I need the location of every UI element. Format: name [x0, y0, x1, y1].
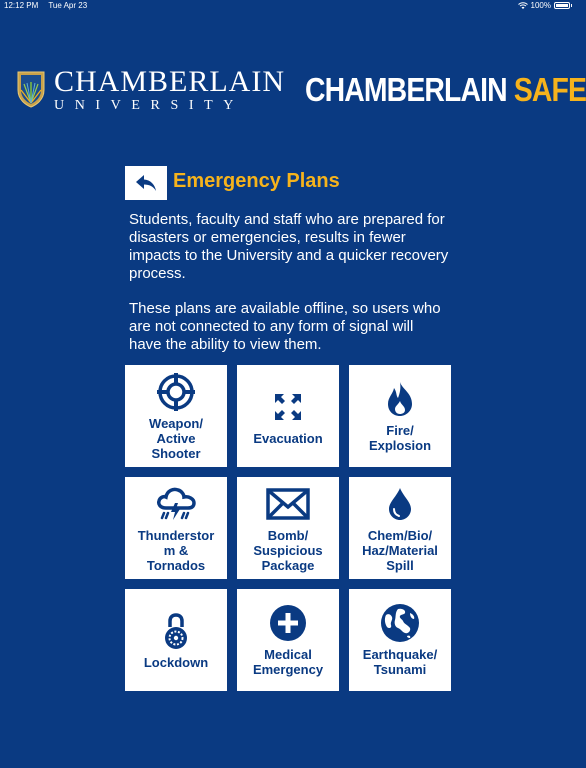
tile-label: Chem/Bio/ Haz/Material Spill: [362, 527, 438, 573]
medical-cross-icon: [269, 603, 307, 643]
tile-label: Lockdown: [143, 654, 209, 670]
fire-icon: [384, 379, 416, 419]
tile-label: Bomb/ Suspicious Package: [253, 527, 323, 573]
droplet-icon: [387, 484, 413, 524]
crosshair-icon: [156, 372, 196, 412]
tile-fire-explosion[interactable]: [349, 365, 451, 467]
status-left: [4, 1, 95, 10]
tile-label: Medical Emergency: [252, 647, 324, 677]
intro-paragraph-2: These plans are available offline, so users who are not connected to any form of signal will have the ability to view them.: [129, 300, 441, 353]
envelope-icon: [266, 484, 310, 524]
intro-text: [129, 211, 449, 371]
tile-bomb-suspicious-package[interactable]: [237, 477, 339, 579]
battery-fill: [556, 4, 568, 7]
back-arrow-icon: [135, 174, 157, 192]
tile-chem-bio-haz-material-spill[interactable]: [349, 477, 451, 579]
storm-cloud-icon: [156, 484, 196, 524]
expand-arrows-icon: [273, 387, 303, 427]
status-date: Tue Apr 23: [48, 1, 88, 10]
tile-label: Earthquake/ Tsunami: [362, 647, 438, 677]
status-time: 12:12 PM: [4, 1, 39, 10]
tile-medical-emergency[interactable]: [237, 589, 339, 691]
status-bar: [0, 0, 576, 12]
globe-icon: [380, 603, 420, 643]
page-head: [125, 166, 455, 200]
university-wordmark: [54, 67, 285, 113]
padlock-icon: [163, 611, 189, 651]
battery-percent: 100%: [530, 1, 551, 10]
tile-evacuation[interactable]: [237, 365, 339, 467]
page-title: Emergency Plans: [173, 170, 340, 192]
tile-label: Fire/ Explosion: [368, 423, 432, 453]
app-title: [305, 70, 586, 110]
tile-label: Evacuation: [253, 430, 323, 446]
university-name-line1: CHAMBERLAIN: [54, 65, 286, 98]
tile-thunderstorms-tornados[interactable]: [125, 477, 227, 579]
tile-label: Weapon/ Active Shooter: [149, 415, 203, 461]
header: [0, 62, 586, 118]
app-title-part2: SAFE: [513, 71, 586, 108]
university-name-line2: UNIVERSITY: [54, 98, 244, 113]
emergency-plans-grid: [125, 365, 453, 691]
tile-label: Thunderstor m & Tornados: [137, 527, 215, 573]
tile-lockdown[interactable]: [125, 589, 227, 691]
status-right: [518, 1, 570, 10]
back-button[interactable]: [125, 166, 167, 200]
tile-weapon-active-shooter[interactable]: [125, 365, 227, 467]
wifi-icon: [518, 2, 528, 10]
battery-icon: [554, 2, 570, 9]
intro-paragraph-1: Students, faculty and staff who are prepared for disasters or emergencies, results in fewer impacts to the University and a quicker recovery process.: [129, 211, 449, 282]
university-shield-logo: [16, 70, 46, 108]
app-title-part1: CHAMBERLAIN: [305, 71, 507, 108]
tile-earthquake-tsunami[interactable]: [349, 589, 451, 691]
